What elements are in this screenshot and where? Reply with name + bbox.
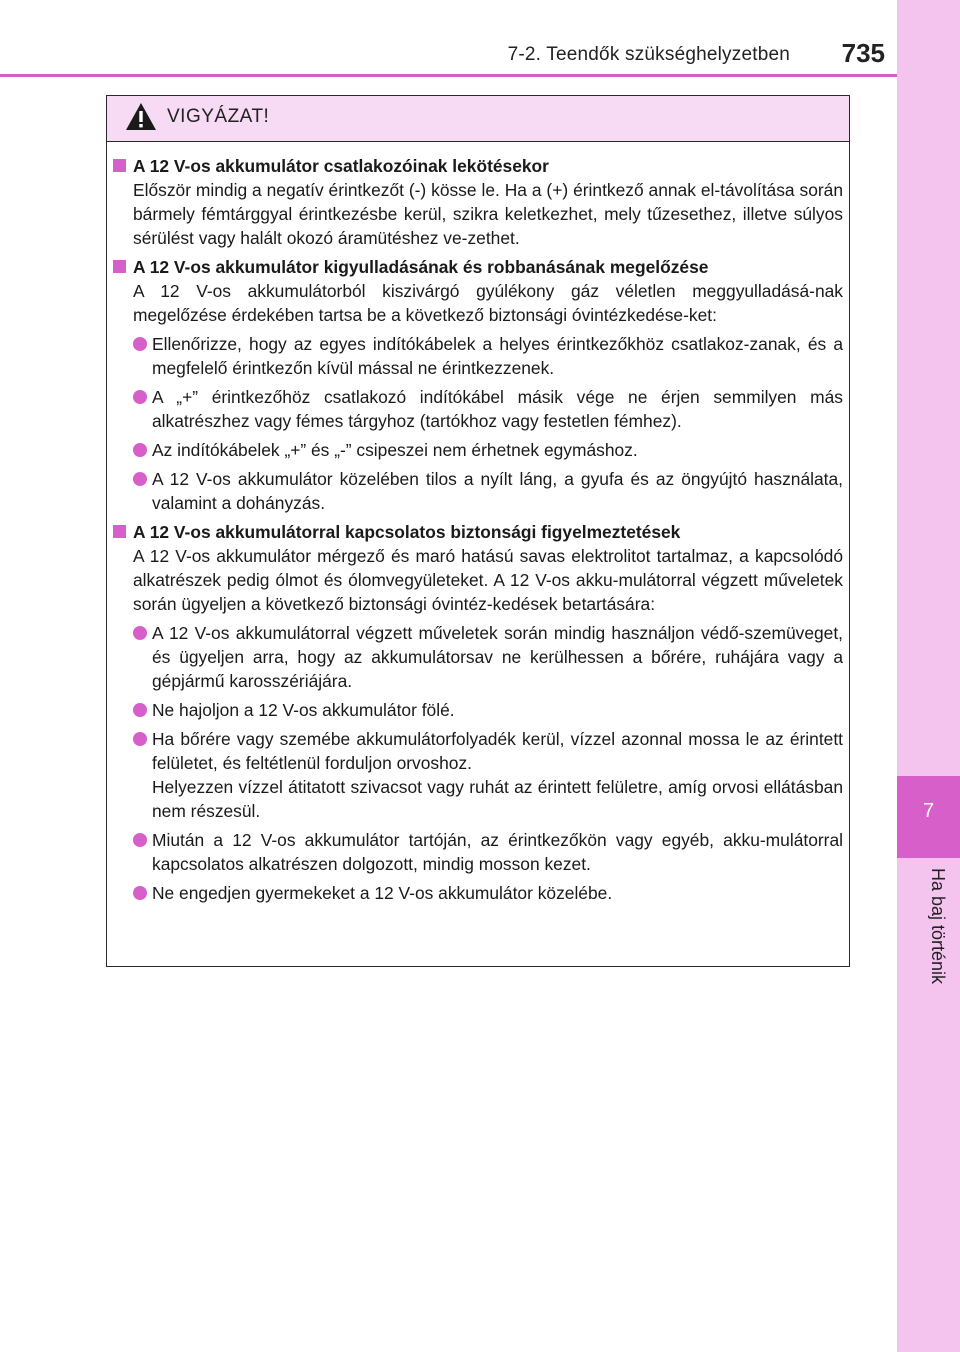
list-item: Ha bőrére vagy szemébe akkumulátorfolyadék kerül, vízzel azonnal mossa le az érintett felületet, és feltétlenül forduljon orvoshoz. Helyezzen vízzel átitatott szivacsot vagy ruhát az érintett felületre, amíg orvosi ellátásban nem részesül. [133, 727, 843, 823]
square-bullet-icon [113, 260, 126, 273]
running-header: 7-2. Teendők szükséghelyzetben [507, 44, 790, 65]
chapter-number-block [897, 776, 960, 858]
list-item: Ne hajoljon a 12 V-os akkumulátor fölé. [133, 698, 843, 722]
section-heading: A 12 V-os akkumulátorral kapcsolatos biztonsági figyelmeztetések [133, 522, 681, 542]
header-rule [0, 74, 897, 77]
chapter-number: 7 [922, 800, 935, 822]
section-fire-prevention [113, 255, 843, 515]
round-bullet-icon [133, 472, 147, 486]
section-disconnect [113, 154, 843, 250]
square-bullet-icon [113, 159, 126, 172]
list-item: Az indítókábelek „+” és „-” csipeszei nem érhetnek egymáshoz. [133, 438, 843, 462]
section-heading: A 12 V-os akkumulátor csatlakozóinak lekötésekor [133, 156, 549, 176]
warning-icon [125, 102, 157, 131]
square-bullet-icon [113, 525, 126, 538]
caution-header [107, 96, 849, 142]
page-number: 735 [841, 38, 885, 68]
section-safety-warnings [113, 520, 843, 905]
round-bullet-icon [133, 732, 147, 746]
round-bullet-icon [133, 443, 147, 457]
round-bullet-icon [133, 626, 147, 640]
caution-content [107, 142, 849, 905]
chapter-side-tab [897, 0, 960, 1352]
caution-box [106, 95, 850, 967]
chapter-title: Ha baj történik [928, 868, 948, 985]
section-text: Először mindig a negatív érintkezőt (-) kösse le. Ha a (+) érintkező annak el-távolítása során bármely fémtárggyal érintkezésbe kerül, szikra keletkezhet, mely tűzesethez, illetve súlyos sérülést vagy halált okozó áramütéshez ve-zethet. [133, 180, 843, 248]
list-item: A 12 V-os akkumulátor közelében tilos a nyílt láng, a gyufa és az öngyújtó használata, valamint a dohányzás. [133, 467, 843, 515]
section-text: A 12 V-os akkumulátor mérgező és maró hatású savas elektrolitot tartalmaz, a kapcsolódó alkatrészek pedig ólmot és ólomvegyületeket. A 12 V-os akku-mulátorral végzett műveletek során ügyeljen a következő biztonsági óvintéz-kedések betartására: [133, 546, 843, 614]
caution-title: VIGYÁZAT! [167, 106, 270, 127]
round-bullet-icon [133, 886, 147, 900]
round-bullet-icon [133, 337, 147, 351]
list-item: Ellenőrizze, hogy az egyes indítókábelek a helyes érintkezőkhöz csatlakoz-zanak, és a megfelelő érintkezőn kívül mással ne érintkezzenek. [133, 332, 843, 380]
section-heading: A 12 V-os akkumulátor kigyulladásának és robbanásának megelőzése [133, 257, 709, 277]
list-item: A „+” érintkezőhöz csatlakozó indítókábel másik vége ne érjen semmilyen más alkatrészhez vagy fémes tárgyhoz (tartókhoz vagy festetlen fémhez). [133, 385, 843, 433]
round-bullet-icon [133, 390, 147, 404]
round-bullet-icon [133, 833, 147, 847]
list-item: Miután a 12 V-os akkumulátor tartóján, az érintkezőkön vagy egyéb, akku-mulátorral kapcsolatos alkatrészen dolgozott, mindig mosson kezet. [133, 828, 843, 876]
section-text: A 12 V-os akkumulátorból kiszivárgó gyúlékony gáz véletlen meggyulladásá-nak megelőzése érdekében tartsa be a következő biztonsági óvintézkedése-ket: [133, 281, 843, 325]
list-item: A 12 V-os akkumulátorral végzett műveletek során mindig használjon védő-szemüveget, és ügyeljen arra, hogy az akkumulátorsav ne kerülhessen a bőrére, ruhájára vagy a gépjármű karosszériájára. [133, 621, 843, 693]
round-bullet-icon [133, 703, 147, 717]
list-item: Ne engedjen gyermekeket a 12 V-os akkumulátor közelébe. [133, 881, 843, 905]
